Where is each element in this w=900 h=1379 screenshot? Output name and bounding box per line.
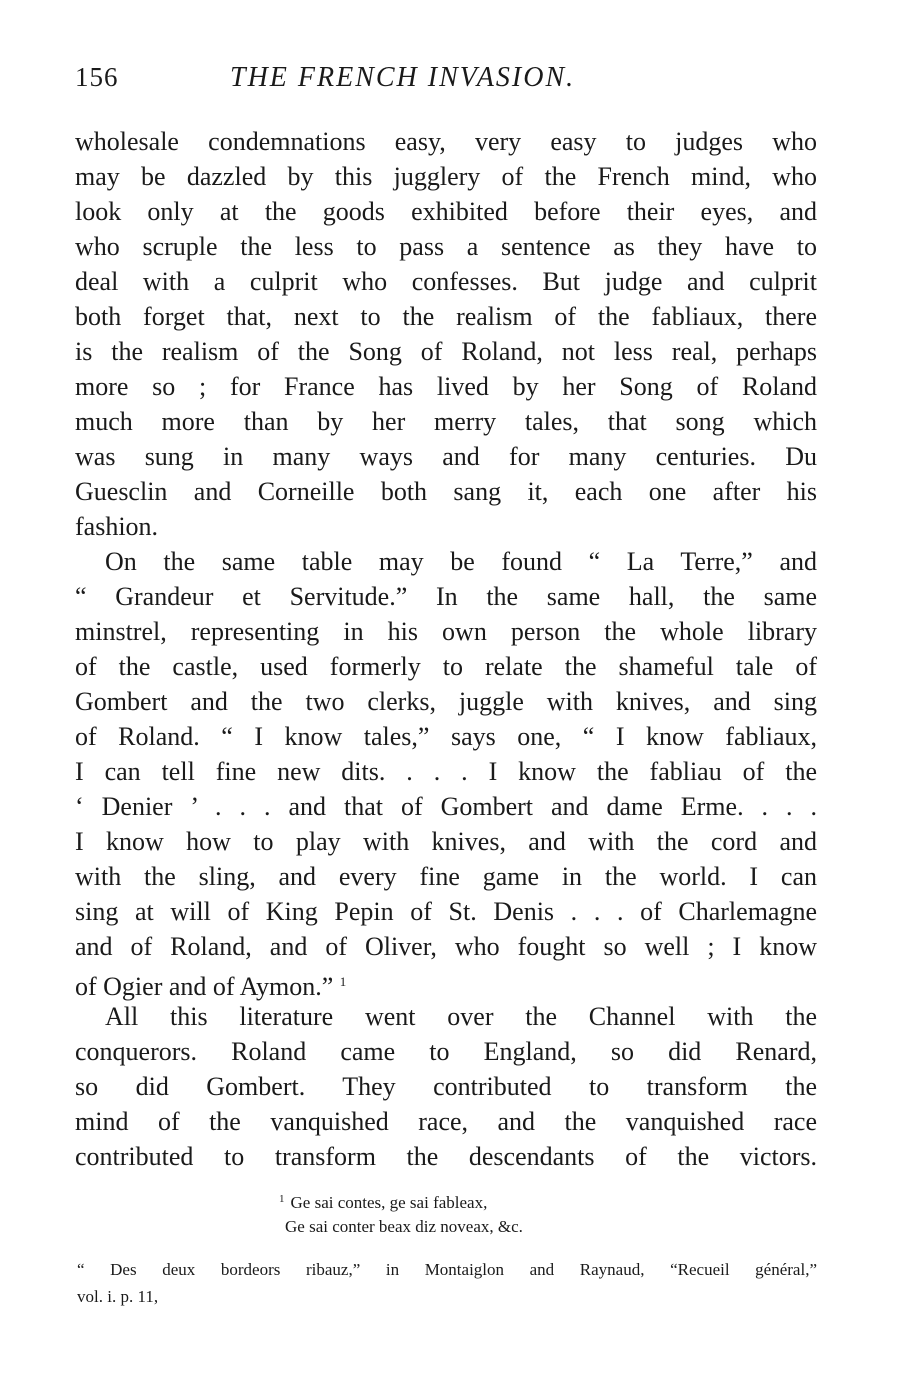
text-line: On the same table may be found “ La Terre,” and xyxy=(105,547,817,576)
footnote-source: vol. i. p. 11, xyxy=(77,1287,159,1306)
text-line: I know how to play with knives, and with the cord and xyxy=(75,827,817,856)
text-line: wholesale condemnations easy, very easy to judges who xyxy=(75,127,817,156)
text-line: of Roland. “ I know tales,” says one, “ I know fabliaux, xyxy=(75,722,817,751)
page-number: 156 xyxy=(75,62,119,92)
text-line: I can tell fine new dits. . . . I know the fabliau of the xyxy=(75,757,817,786)
footnote-verse-line: Ge sai conter beax diz noveax, &c. xyxy=(285,1217,523,1236)
footnote-reference[interactable]: 1 xyxy=(339,974,347,989)
text-line: both forget that, next to the realism of the fabliaux, there xyxy=(75,302,817,331)
text-line: was sung in many ways and for many centuries. Du xyxy=(75,442,817,471)
running-head xyxy=(75,62,815,102)
footnote-source: “ Des deux bordeors ribauz,” in Montaiglon and Raynaud, “Recueil général,” xyxy=(77,1260,817,1279)
text-line: Guesclin and Corneille both sang it, each one after his xyxy=(75,477,817,506)
text-line: fashion. xyxy=(75,512,159,541)
text-line: All this literature went over the Channel with the xyxy=(105,1002,817,1031)
footnote-verse xyxy=(77,1186,817,1213)
text-line: more so ; for France has lived by her Song of Roland xyxy=(75,372,817,401)
text-line: and of Roland, and of Oliver, who fought so well ; I know xyxy=(75,932,817,961)
running-title: THE FRENCH INVASION. xyxy=(230,62,576,93)
text-line: contributed to transform the descendants of the victors. xyxy=(75,1142,817,1171)
text-line: much more than by her merry tales, that song which xyxy=(75,407,817,436)
text-line: who scruple the less to pass a sentence as they have to xyxy=(75,232,817,261)
body-text xyxy=(75,124,817,1174)
text-line: is the realism of the Song of Roland, not less real, perhaps xyxy=(75,337,817,366)
text-line: look only at the goods exhibited before their eyes, and xyxy=(75,197,817,226)
text-line: deal with a culprit who confesses. But judge and culprit xyxy=(75,267,817,296)
text-line: sing at will of King Pepin of St. Denis . . . of Charlemagne xyxy=(75,897,817,926)
text-line: of Ogier and of Aymon.” xyxy=(75,972,334,1001)
text-line: mind of the vanquished race, and the vanquished race xyxy=(75,1107,817,1136)
text-line: conquerors. Roland came to England, so did Renard, xyxy=(75,1037,817,1066)
text-line: so did Gombert. They contributed to transform the xyxy=(75,1072,817,1101)
text-line-with-footnote-ref xyxy=(75,964,817,999)
footnote-marker: 1 xyxy=(279,1193,285,1205)
text-line: ‘ Denier ’ . . . and that of Gombert and dame Erme. . . . xyxy=(75,792,817,821)
text-line: with the sling, and every fine game in the world. I can xyxy=(75,862,817,891)
text-line: may be dazzled by this jugglery of the French mind, who xyxy=(75,162,817,191)
text-line: Gombert and the two clerks, juggle with knives, and sing xyxy=(75,687,817,716)
text-line: “ Grandeur et Servitude.” In the same hall, the same xyxy=(75,582,817,611)
footnotes xyxy=(77,1186,817,1310)
text-line: of the castle, used formerly to relate the shameful tale of xyxy=(75,652,817,681)
text-line: minstrel, representing in his own person the whole library xyxy=(75,617,817,646)
footnote-verse-line: Ge sai contes, ge sai fableax, xyxy=(290,1193,488,1212)
